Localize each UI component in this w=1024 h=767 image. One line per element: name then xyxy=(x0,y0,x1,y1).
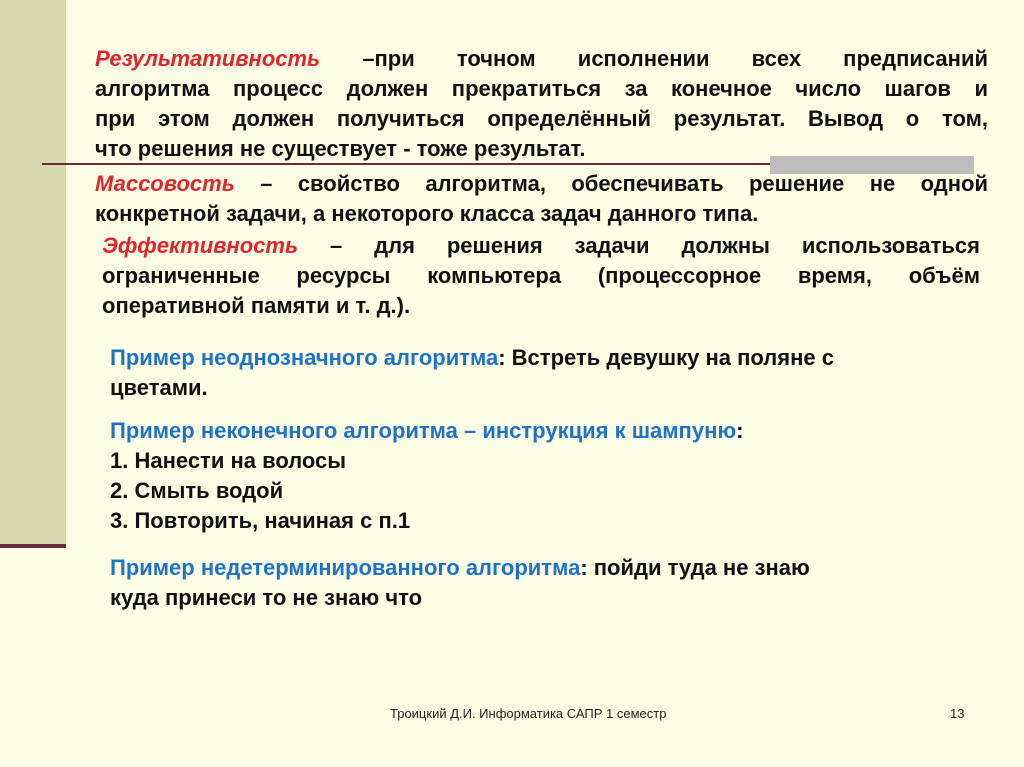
massiveness-term: Массовость xyxy=(95,171,235,196)
example-infinite-step: 3. Повторить, начиная с п.1 xyxy=(110,508,411,533)
results-line-1 xyxy=(95,44,988,74)
example-infinite-colon: : xyxy=(736,418,744,443)
massiveness-line-1 xyxy=(95,169,988,199)
massiveness-line-2: конкретной задачи, а некоторого класса задач данного типа. xyxy=(95,201,759,226)
example-infinite-step: 1. Нанести на волосы xyxy=(110,448,347,473)
example-ambiguous xyxy=(110,343,970,403)
example-infinite xyxy=(110,416,970,536)
efficiency-line-3: оперативной памяти и т. д.). xyxy=(102,293,411,318)
efficiency-line-2: ограниченные ресурсы компьютера (процессорное время, объём xyxy=(102,263,980,288)
example-nondeterministic xyxy=(110,553,970,613)
efficiency-definition xyxy=(102,231,980,321)
left-decor-bar xyxy=(0,0,66,546)
example-nondeterministic-label: Пример недетерминированного алгоритма xyxy=(110,555,581,580)
example-ambiguous-label: Пример неоднозначного алгоритма xyxy=(110,345,499,370)
example-ambiguous-line-1 xyxy=(110,343,970,373)
results-line-3: при этом должен получиться определённый результат. Вывод о том, xyxy=(95,106,988,131)
example-infinite-line-1 xyxy=(110,416,970,446)
example-ambiguous-line-2: цветами. xyxy=(110,375,208,400)
massiveness-definition xyxy=(95,169,988,229)
efficiency-line-1 xyxy=(102,231,980,261)
results-line-4: что решения не существует - тоже результат. xyxy=(95,136,586,161)
example-nondeterministic-line-2: куда принеси то не знаю что xyxy=(110,585,423,610)
example-infinite-step: 2. Смыть водой xyxy=(110,478,284,503)
efficiency-term: Эффективность xyxy=(102,233,299,258)
massiveness-text-1: – свойство алгоритма, обеспечивать решение не одной xyxy=(234,171,988,196)
results-line-2: алгоритма процесс должен прекратиться за конечное число шагов и xyxy=(95,76,988,101)
example-ambiguous-text: : Встреть девушку на поляне с xyxy=(498,345,834,370)
results-definition xyxy=(95,44,988,164)
example-nondeterministic-line-1 xyxy=(110,553,970,583)
efficiency-text-1: – для решения задачи должны использоваться xyxy=(298,233,980,258)
example-infinite-label: Пример неконечного алгоритма – инструкция к шампуню xyxy=(110,418,737,443)
example-nondeterministic-text: : пойди туда не знаю xyxy=(580,555,810,580)
results-term: Результативность xyxy=(95,46,321,71)
page-number: 13 xyxy=(950,706,965,721)
footer-text: Троицкий Д.И. Информатика САПР 1 семестр xyxy=(390,706,667,721)
results-text-1: –при точном исполнении всех предписаний xyxy=(320,46,988,71)
left-decor-line xyxy=(0,544,66,548)
